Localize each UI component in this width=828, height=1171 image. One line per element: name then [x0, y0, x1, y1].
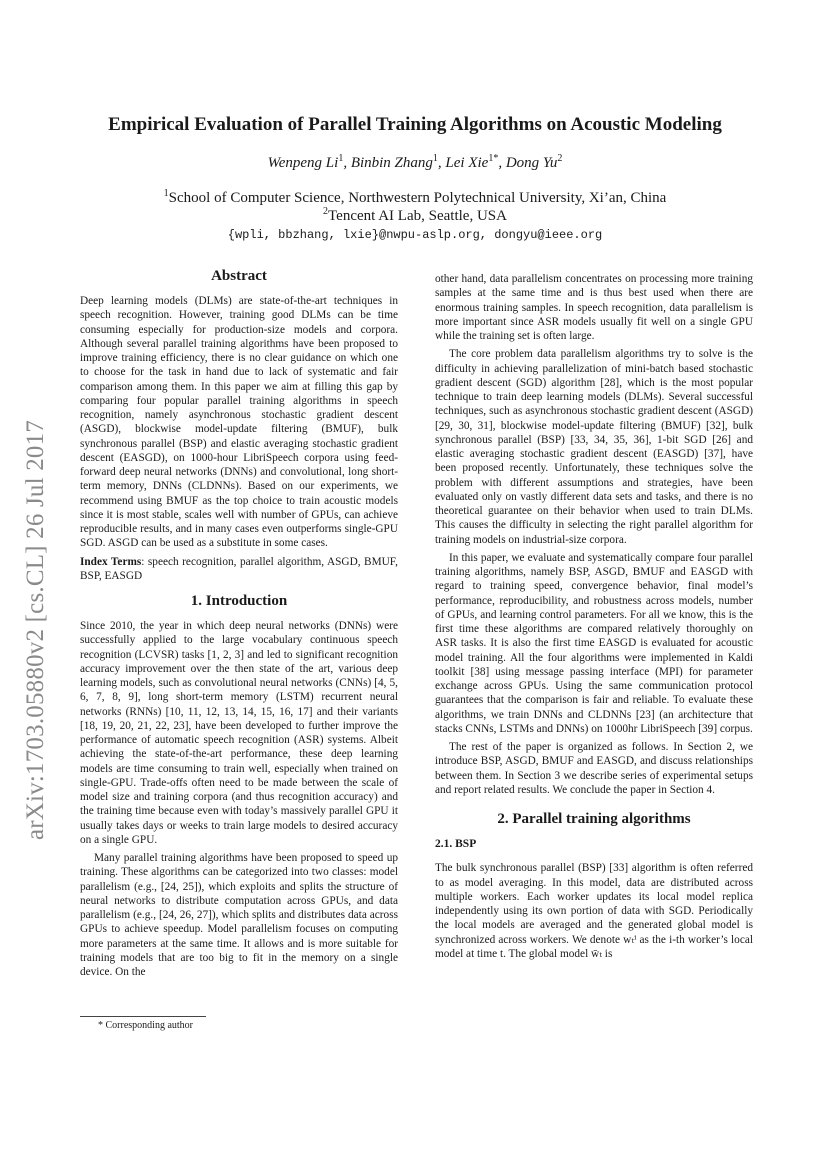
author-name: Binbin Zhang: [350, 155, 433, 171]
footnote-rule: [80, 1016, 206, 1017]
paragraph: In this paper, we evaluate and systematically compare four parallel training algorithms, namely BSP, ASGD, BMUF and EASGD with regard to training speed, convergence behavior, final model’s performance, reproducibility, and robustness across models, number of GPUs, and learning control parameters. For all we know, this is the first time these algorithms are compared relatively thoroughly on ASR tasks. It is also the first time EASGD is evaluated for acoustic model training. All the four algorithms were implemented in Kaldi toolkit [38] using message passing interface (MPI) for parameter exchange across GPUs. Using the same communication protocol guarantees that the comparison is fair and reliable. To evaluate these algorithms, we train DNNs and CLDNNs [23] (an architecture that stacks CNNs, LSTMs and DNNs) on 1000hr LibriSpeech [39] corpus.: [435, 551, 753, 735]
index-terms-label: Index Terms: [80, 555, 142, 568]
author-name: Dong Yu: [505, 155, 558, 171]
author-emails: {wpli, bbzhang, lxie}@nwpu-aslp.org, dongyu@ieee.org: [227, 228, 603, 242]
author-list: Wenpeng Li$^1$, Binbin Zhang$^1$, Lei Xie$^{1*}$, Dong Yu$^2$: [267, 153, 563, 171]
affiliation-text: School of Computer Science, Northwestern Polytechnical University, Xi’an, China: [168, 190, 667, 206]
paragraph: Many parallel training algorithms have been proposed to speed up training. These algorithms can be categorized into two classes: model parallelism (e.g., [24, 25]), which exploits and splits the structure of neural networks to distribute computation across GPUs, and data parallelism (e.g., [24, 26, 27]), which splits and distributes data across GPUs to achieve speedup. Model parallelism focuses on computing more parameters at the same time. It allows and is more suitable for training models that are too big to fit in the memory on a single device. On the: [80, 852, 398, 978]
paper-title: Empirical Evaluation of Parallel Training Algorithms on Acoustic Modeling: [108, 114, 722, 135]
arxiv-id: arXiv:1703.05880v2 [cs.CL] 26 Jul 2017: [22, 419, 49, 841]
index-terms: [80, 555, 398, 584]
paragraph: The core problem data parallelism algorithms try to solve is the difficulty in achieving parallelization of mini-batch based stochastic gradient descent (SGD) algorithm [28], which is the most popular technique to train deep learning models (DLMs). Several successful techniques, such as asynchronous stochastic gradient descent (ASGD) [29, 30, 31], blockwise model-update filtering (BMUF) [32], bulk synchronous parallel (BSP) [33, 34, 35, 36], 1-bit SGD [26] and elastic averaging stochastic gradient descent (EASGD) [37], have been proposed recently. Unfortunately, these techniques solve the problem with different assumptions and strategies, have been evaluated only on vastly different data sets and tasks, and there is no theoretical guarantee on their behavior when used to train DLMs. This causes the difficulty in selecting the right parallel algorithm for training models on industrial-size corpora.: [435, 348, 753, 546]
arxiv-stamp: [14, 370, 58, 890]
footnote-text: * Corresponding author: [98, 1020, 193, 1031]
affiliation: [60, 188, 770, 207]
affiliation-sup: 2: [323, 206, 329, 217]
paragraph: The bulk synchronous parallel (BSP) [33] algorithm is often referred to as model averaging. In this model, data are distributed across multiple workers. Each worker updates its local model replica independently using its own portion of data with SGD. Periodically the local models are averaged and the generated global model is synchronized across workers. We denote wₜⁱ as the i-th worker’s local model at time t. The global model w̄ₜ is: [435, 862, 753, 960]
affiliation-sup: 1: [163, 188, 169, 199]
section2-heading: 2. Parallel training algorithms: [497, 811, 691, 827]
abstract-heading: Abstract: [211, 268, 267, 284]
subsection-heading: 2.1. BSP: [435, 838, 477, 850]
affiliation-text: Tencent AI Lab, Seattle, USA: [328, 208, 507, 224]
paragraph: other hand, data parallelism concentrates on processing more training samples at the same time and is thus best used when there are enormous training samples. In speech recognition, data parallelism is more important since ASR models usually fit well on a single GPU while the training set is often large.: [435, 273, 753, 342]
author-sup: 1: [432, 153, 438, 164]
index-terms-text: : speech recognition, parallel algorithm, ASGD, BMUF, BSP, EASGD: [80, 555, 398, 582]
left-column: [80, 266, 398, 983]
author-name: Wenpeng Li: [267, 155, 339, 171]
affiliation: [60, 206, 770, 225]
paragraph: Since 2010, the year in which deep neural networks (DNNs) were successfully applied to the large vocabulary continuous speech recognition (LCVSR) tasks [1, 2, 3] and led to significant recognition accuracy improvement over the then state of the art, various deep learning models, such as convolutional neural networks (CNNs) [4, 5, 6, 7, 8, 9], long short-term memory (LSTM) recurrent neural networks (RNNs) [10, 11, 12, 13, 14, 15, 16, 17] and their variants [18, 19, 20, 21, 22, 23], have been developed to further improve the performance of automatic speech recognition (ASR) systems. Albeit achieving the state-of-the-art performance, these deep learning models are time consuming to train well, especially when trained on single-GPU. Trade-offs often need to be made between the scale of model size and training corpora (and thus recognition accuracy) and the training time because even with today’s massively parallel GPU it usually takes days or weeks to train large models to desired accuracy on a single GPU.: [80, 620, 398, 846]
footnote: [80, 1016, 398, 1031]
abstract-text: Deep learning models (DLMs) are state-of-the-art techniques in speech recognition. However, training good DLMs can be time consuming especially for production-size models and corpora. Although several parallel training algorithms have been proposed to improve training efficiency, there is no clear guidance on which one to choose for the task in hand due to lack of systematic and fair comparison among them. In this paper we aim at filling this gap by comparing four popular parallel training algorithms in speech recognition, namely asynchronous stochastic gradient descent (ASGD), blockwise model-update filtering (BMUF), bulk synchronous parallel (BSP) and elastic averaging stochastic gradient descent (EASGD), on 1000-hour LibriSpeech corpora using feed-forward deep neural networks (DNNs) and convolutional, long short-term memory, DNNs (CLDNNs). Based on our experiments, we recommend using BMUF as the top choice to train acoustic models since it is most stable, scales well with number of GPUs, can achieve reproducible results, and in many cases even outperforms single-GPU SGD. ASGD can be used as a substitute in some cases.: [80, 295, 398, 550]
intro-heading: 1. Introduction: [190, 593, 288, 609]
author-name: Lei Xie: [445, 155, 489, 171]
author-sup: 2: [557, 153, 563, 164]
paragraph: The rest of the paper is organized as follows. In Section 2, we introduce BSP, ASGD, BMUF and EASGD, and discuss relationships between them. In Section 3 we describe series of experimental setups and report related results. We conclude the paper in Section 4.: [435, 741, 753, 796]
author-sup: 1*: [488, 153, 499, 164]
author-sup: 1: [338, 153, 344, 164]
right-column: [435, 272, 753, 965]
